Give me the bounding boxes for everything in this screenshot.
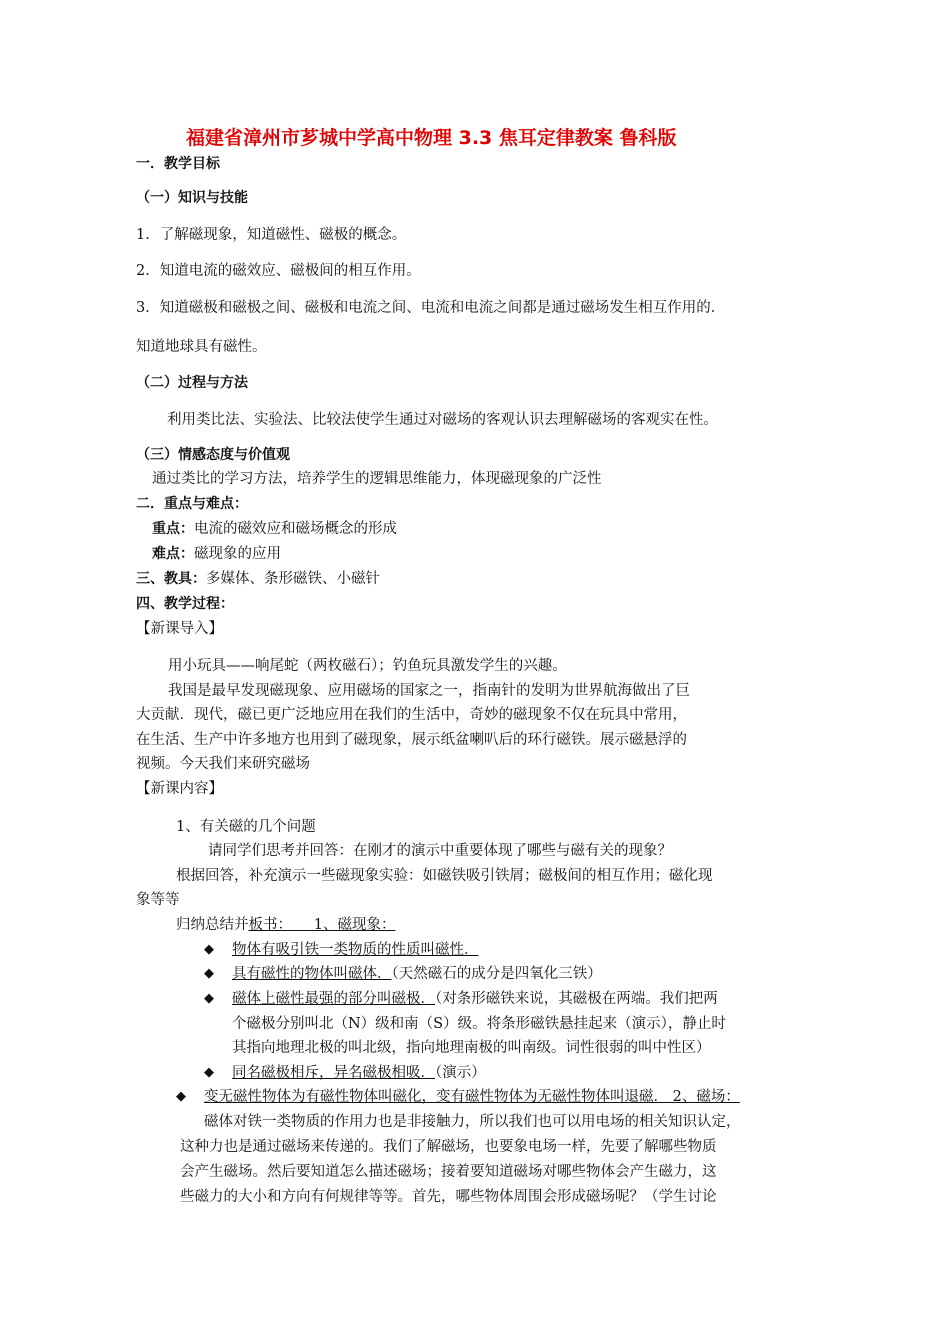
intro-line: 视频。今天我们来研究磁场 xyxy=(136,756,310,772)
content-line: 1、有关磁的几个问题 xyxy=(176,819,316,835)
section-heading-goals: 一．教学目标 xyxy=(136,156,220,172)
content-tag: 【新课内容】 xyxy=(136,781,223,797)
intro-line: 我国是最早发现磁现象、应用磁场的国家之一，指南针的发明为世界航海做出了巨 xyxy=(168,683,690,699)
board-summary xyxy=(176,916,395,934)
diamond-bullet-icon: ◆ xyxy=(204,991,214,1006)
intro-line: 用小玩具——响尾蛇（两枚磁石）；钓鱼玩具激发学生的兴趣。 xyxy=(168,658,567,674)
bullet-item xyxy=(232,990,718,1008)
tools-heading: 三、教具： xyxy=(136,571,206,587)
intro-line: 在生活、生产中许多地方也用到了磁现象，展示纸盆喇叭后的环行磁铁。展示磁悬浮的 xyxy=(136,732,687,748)
bullet-item-underlined: 同名磁极相斥，异名磁极相吸． xyxy=(232,1065,435,1081)
bullet-item-underlined: 磁体上磁性最强的部分叫磁极． xyxy=(232,991,435,1007)
difficult-point xyxy=(152,545,281,563)
intro-line: 大贡献．现代，磁已更广泛地应用在我们的生活中，奇妙的磁现象不仅在玩具中常用， xyxy=(136,707,687,723)
process-text: 利用类比法、实验法、比较法使学生通过对磁场的客观认识去理解磁场的客观实在性。 xyxy=(167,412,718,428)
page-title: 福建省漳州市芗城中学高中物理 3.3 焦耳定律教案 鲁科版 xyxy=(186,127,677,149)
intro-tag: 【新课导入】 xyxy=(136,621,223,637)
key-text: 电流的磁效应和磁场概念的形成 xyxy=(194,521,397,537)
bullet-continuation: 其指向地理北极的叫北级，指向地理南极的叫南级。词性很弱的叫中性区） xyxy=(232,1040,711,1056)
paragraph-line: 磁体对铁一类物质的作用力也是非接触力，所以我们也可以用电场的相关知识认定， xyxy=(204,1114,741,1130)
bullet-item: 物体有吸引铁一类物质的性质叫磁性． xyxy=(232,942,479,958)
difficult-label: 难点： xyxy=(152,546,194,562)
bullet-item-rest: （演示） xyxy=(435,1065,486,1081)
tools-text: 多媒体、条形磁铁、小磁针 xyxy=(206,571,380,587)
content-line: 请同学们思考并回答：在刚才的演示中重要体现了哪些与磁有关的现象？ xyxy=(208,843,672,859)
goal-item: 2．知道电流的磁效应、磁极间的相互作用。 xyxy=(136,263,421,279)
summary-board: 板书： 1、磁现象： xyxy=(248,917,396,933)
summary-prefix: 归纳总结并 xyxy=(176,917,249,933)
bullet-item xyxy=(204,1088,740,1106)
content-line: 根据回答，补充演示一些磁现象实验：如磁铁吸引铁屑；磁极间的相互作用；磁化现 xyxy=(176,868,713,884)
subheading-process: （二）过程与方法 xyxy=(136,375,248,391)
bullet-continuation: 个磁极分别叫北（N）级和南（S）级。将条形磁铁悬挂起来（演示），静止时 xyxy=(232,1016,726,1032)
diamond-bullet-icon: ◆ xyxy=(176,1089,186,1104)
bullet-item xyxy=(232,965,602,983)
diamond-bullet-icon: ◆ xyxy=(204,966,214,981)
paragraph-line: 会产生磁场。然后要知道怎么描述磁场；接着要知道磁场对哪些物体会产生磁力，这 xyxy=(180,1164,717,1180)
key-point xyxy=(152,520,397,538)
bullet-item-rest: （天然磁石的成分是四氧化三铁） xyxy=(391,966,602,982)
teaching-tools xyxy=(136,570,380,588)
difficult-text: 磁现象的应用 xyxy=(194,546,281,562)
bullet-item-underlined: 具有磁性的物体叫磁体． xyxy=(232,966,392,982)
section-heading-keypoints: 二．重点与难点： xyxy=(136,496,248,512)
bullet-item-rest: （对条形磁铁来说，其磁极在两端。我们把两 xyxy=(435,991,718,1007)
bullet-item-underlined: 变无磁性物体为有磁性物体叫磁化，变有磁性物体为无磁性物体叫退磁． xyxy=(204,1089,668,1105)
bullet-item xyxy=(232,1064,486,1082)
goal-item: 知道地球具有磁性。 xyxy=(136,339,267,355)
diamond-bullet-icon: ◆ xyxy=(204,942,214,957)
paragraph-line: 这种力也是通过磁场来传递的。我们了解磁场，也要象电场一样，先要了解哪些物质 xyxy=(180,1139,717,1155)
subheading-knowledge: （一）知识与技能 xyxy=(136,190,248,206)
section-heading-process: 四、教学过程： xyxy=(136,596,234,612)
goal-item: 3．知道磁极和磁极之间、磁极和电流之间、电流和电流之间都是通过磁场发生相互作用的． xyxy=(136,300,726,316)
subheading-attitude: （三）情感态度与价值观 xyxy=(136,447,290,463)
bullet-item-rest: 2、磁场： xyxy=(668,1089,740,1105)
attitude-text: 通过类比的学习方法，培养学生的逻辑思维能力，体现磁现象的广泛性 xyxy=(152,471,602,487)
key-label: 重点： xyxy=(152,521,194,537)
paragraph-line: 些磁力的大小和方向有何规律等等。首先，哪些物体周围会形成磁场呢？（学生讨论 xyxy=(180,1189,717,1205)
diamond-bullet-icon: ◆ xyxy=(204,1065,214,1080)
goal-item: 1．了解磁现象，知道磁性、磁极的概念。 xyxy=(136,227,407,243)
content-line: 象等等 xyxy=(136,892,180,908)
